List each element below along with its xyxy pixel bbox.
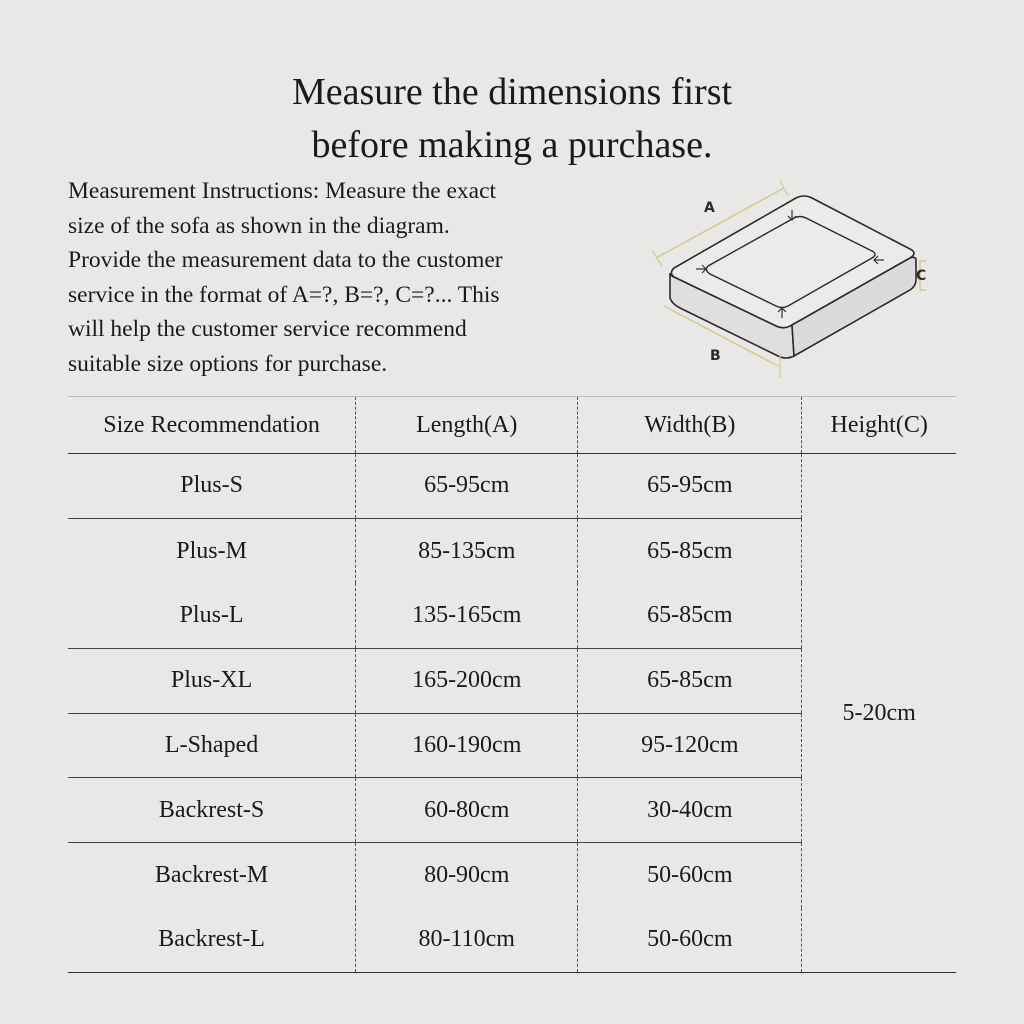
instructions-line-3: Provide the measurement data to the customer bbox=[68, 247, 503, 274]
size-cell: Plus-L bbox=[68, 583, 356, 648]
instructions-line-4: service in the format of A=?, B=?, C=?... This bbox=[68, 281, 500, 308]
size-cell: Plus-S bbox=[68, 454, 356, 519]
instructions-line-2: size of the sofa as shown in the diagram. bbox=[68, 212, 450, 239]
width-cell: 30-40cm bbox=[578, 778, 802, 843]
length-cell: 85-135cm bbox=[356, 518, 578, 583]
title-line-2: before making a purchase. bbox=[311, 124, 713, 166]
width-cell: 50-60cm bbox=[578, 908, 802, 973]
table-header-row bbox=[68, 397, 956, 454]
width-cell: 65-85cm bbox=[578, 583, 802, 648]
size-cell: Plus-XL bbox=[68, 648, 356, 713]
size-cell: Plus-M bbox=[68, 518, 356, 583]
label-a: A bbox=[704, 200, 715, 216]
cushion-diagram bbox=[640, 170, 950, 385]
measurement-instructions bbox=[68, 174, 628, 382]
instructions-line-5: will help the customer service recommend bbox=[68, 316, 467, 343]
size-table bbox=[68, 396, 956, 973]
size-cell: Backrest-L bbox=[68, 908, 356, 973]
length-cell: 60-80cm bbox=[356, 778, 578, 843]
width-cell: 65-85cm bbox=[578, 518, 802, 583]
size-cell: Backrest-S bbox=[68, 778, 356, 843]
width-cell: 95-120cm bbox=[578, 713, 802, 778]
width-cell: 65-85cm bbox=[578, 648, 802, 713]
dimension-tick-a-start bbox=[652, 250, 662, 266]
label-b: B bbox=[710, 348, 721, 364]
length-cell: 80-90cm bbox=[356, 843, 578, 908]
length-cell: 80-110cm bbox=[356, 908, 578, 973]
height-cell: 5-20cm bbox=[802, 454, 956, 973]
width-cell: 65-95cm bbox=[578, 454, 802, 519]
table-row bbox=[68, 454, 956, 519]
header-size: Size Recommendation bbox=[68, 397, 356, 454]
dimension-tick-a-end bbox=[780, 180, 788, 196]
page-title bbox=[0, 66, 1024, 172]
width-cell: 50-60cm bbox=[578, 843, 802, 908]
size-cell: L-Shaped bbox=[68, 713, 356, 778]
length-cell: 135-165cm bbox=[356, 583, 578, 648]
header-width: Width(B) bbox=[578, 397, 802, 454]
length-cell: 165-200cm bbox=[356, 648, 578, 713]
label-c: C bbox=[916, 268, 927, 284]
instructions-line-1: Measurement Instructions: Measure the exact bbox=[68, 178, 497, 204]
instructions-line-6: suitable size options for purchase. bbox=[68, 350, 388, 377]
length-cell: 160-190cm bbox=[356, 713, 578, 778]
size-cell: Backrest-M bbox=[68, 843, 356, 908]
header-height: Height(C) bbox=[802, 397, 956, 454]
header-length: Length(A) bbox=[356, 397, 578, 454]
length-cell: 65-95cm bbox=[356, 454, 578, 519]
title-line-1: Measure the dimensions first bbox=[291, 71, 733, 113]
